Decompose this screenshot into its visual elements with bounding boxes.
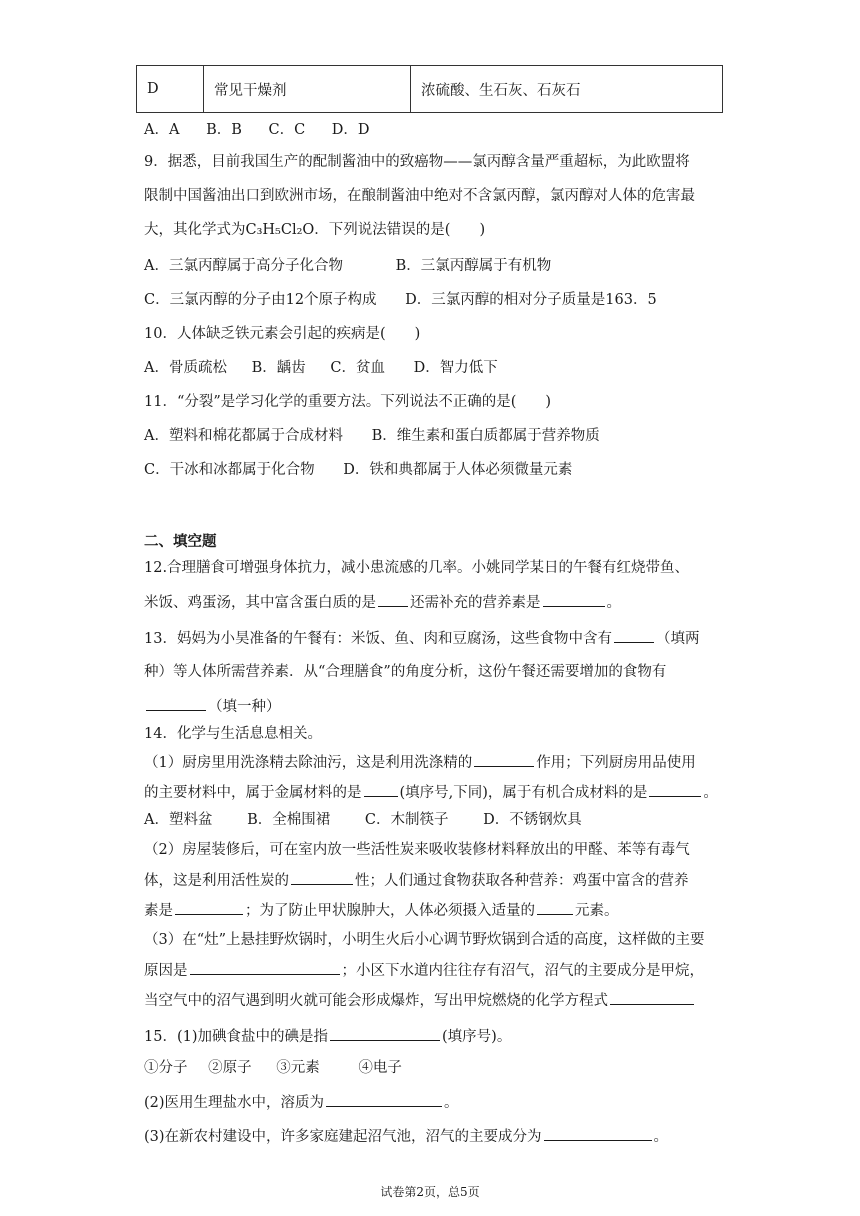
q9-option-a: A．三氯丙醇属于高分子化合物 <box>144 258 343 274</box>
q14-p2-line-2 <box>144 870 689 891</box>
q15-line-2 <box>144 1092 459 1113</box>
option-b: B．B <box>206 122 242 138</box>
table-row <box>137 66 723 113</box>
q13-line-1 <box>144 628 699 649</box>
answer-blank[interactable] <box>175 900 243 915</box>
q15-option-4: ④电子 <box>358 1060 402 1076</box>
answer-blank[interactable] <box>474 752 534 767</box>
q14-text: （1）厨房里用洗涤精去除油污，这是利用洗涤精的 <box>144 755 473 771</box>
q13-line-3 <box>144 696 281 717</box>
q11-option-a: A．塑料和棉花都属于合成材料 <box>144 428 343 444</box>
q14-text: 当空气中的沼气遇到明火就可能会形成爆炸，写出甲烷燃烧的化学方程式 <box>144 993 608 1009</box>
answer-table <box>136 65 723 113</box>
q8-options <box>144 120 370 140</box>
q14-p2-line-1: （2）房屋装修后，可在室内放一些活性炭来吸收装修材料释放出的甲醛、苯等有毒气 <box>144 842 690 858</box>
option-d: D．D <box>331 122 370 138</box>
q14-option-a: A．塑料盆 <box>144 812 213 828</box>
q14-p3-line-3 <box>144 990 696 1011</box>
q9-line-1: 9．据悉，目前我国生产的配制酱油中的致癌物——氯丙醇含量严重超标，为此欧盟将 <box>144 154 690 170</box>
answer-blank[interactable] <box>610 990 694 1005</box>
q14-text: 素是 <box>144 903 173 919</box>
q14-option-c: C．木制筷子 <box>364 812 449 828</box>
q14-text: 的主要材料中，属于金属材料的是 <box>144 785 362 801</box>
q12-line-2 <box>144 592 621 613</box>
q15-line-3 <box>144 1126 668 1147</box>
q15-text: (2)医用生理盐水中，溶质为 <box>144 1095 325 1111</box>
q12-text-b: 还需补充的营养素是 <box>410 595 541 611</box>
q10-option-c: C．贫血 <box>330 360 385 376</box>
q14-p3-line-2 <box>144 960 704 981</box>
q11-options-row-1 <box>144 426 600 446</box>
q9-option-c: C．三氯丙醇的分子由12个原子构成 <box>144 292 377 308</box>
q15-text: (填序号)。 <box>442 1029 512 1045</box>
q15-options <box>144 1058 402 1078</box>
q13-text-c: （填一种） <box>208 699 281 715</box>
q15-text: 。 <box>444 1095 459 1111</box>
q9-option-b: B．三氯丙醇属于有机物 <box>395 258 552 274</box>
q15-line-1 <box>144 1026 511 1047</box>
q13-line-2: 种）等人体所需营养素．从“合理膳食”的角度分析，这份午餐还需要增加的食物有 <box>144 664 667 680</box>
q14-text: 原因是 <box>144 963 188 979</box>
answer-blank[interactable] <box>543 592 605 607</box>
q11-options-row-2 <box>144 460 572 480</box>
q11-option-d: D．铁和典都属于人体必须微量元素 <box>343 462 573 478</box>
q10-option-b: B．龋齿 <box>251 360 306 376</box>
q9-line-3: 大，其化学式为C₃H₅Cl₂O．下列说法错误的是( ) <box>144 222 486 238</box>
q14-options <box>144 810 582 830</box>
q11-option-b: B．维生素和蛋白质都属于营养物质 <box>371 428 600 444</box>
answer-blank[interactable] <box>614 628 654 643</box>
answer-blank[interactable] <box>330 1026 440 1041</box>
q14-text: 体，这是利用活性炭的 <box>144 873 289 889</box>
q9-options-row-2 <box>144 290 657 310</box>
q9-options-row-1 <box>144 256 551 276</box>
q10-options <box>144 358 498 378</box>
option-c: C．C <box>268 122 306 138</box>
q14-text: ；小区下水道内往往存有沼气，沼气的主要成分是甲烷， <box>341 963 704 979</box>
answer-blank[interactable] <box>190 960 340 975</box>
q14-p1-line-1 <box>144 752 696 773</box>
q13-text-b: （填两 <box>655 631 700 647</box>
q15-text: 15．(1)加碘食盐中的碘是指 <box>144 1029 328 1045</box>
q14-text: 。 <box>703 785 718 801</box>
table-cell-label: D <box>137 66 204 113</box>
q13-text-a: 13．妈妈为小昊准备的午餐有：米饭、鱼、肉和豆腐汤，这些食物中含有 <box>144 631 612 647</box>
q10-option-a: A．骨质疏松 <box>144 360 227 376</box>
q14-stem: 14．化学与生活息息相关。 <box>144 726 322 742</box>
q14-text: 作用；下列厨房用品使用 <box>536 755 696 771</box>
q14-p2-line-3 <box>144 900 619 921</box>
table-cell-category: 常见干燥剂 <box>204 66 411 113</box>
answer-blank[interactable] <box>326 1092 442 1107</box>
q14-option-d: D．不锈钢炊具 <box>483 812 582 828</box>
q15-text: (3)在新农村建设中，许多家庭建起沼气池，沼气的主要成分为 <box>144 1129 542 1145</box>
q14-p1-line-2 <box>144 782 718 803</box>
q14-text: 元素。 <box>575 903 619 919</box>
q9-line-2: 限制中国酱油出口到欧洲市场，在酿制酱油中绝对不含氯丙醇，氯丙醇对人体的危害最 <box>144 188 695 204</box>
q10-stem: 10．人体缺乏铁元素会引起的疾病是( ) <box>144 326 421 342</box>
q14-text: 性；人们通过食物获取各种营养：鸡蛋中富含的营养 <box>355 873 689 889</box>
q11-option-c: C．干冰和冰都属于化合物 <box>144 462 315 478</box>
q14-text: (填序号,下同)，属于有机合成材料的是 <box>399 785 648 801</box>
option-a: A．A <box>144 122 180 138</box>
q15-text: 。 <box>653 1129 669 1145</box>
answer-blank[interactable] <box>537 900 573 915</box>
answer-blank[interactable] <box>291 870 353 885</box>
q14-text: ；为了防止甲状腺肿大，人体必须摄入适量的 <box>245 903 535 919</box>
answer-blank[interactable] <box>649 782 701 797</box>
q9-option-d: D．三氯丙醇的相对分子质量是163．5 <box>405 292 657 308</box>
q10-option-d: D．智力低下 <box>413 360 498 376</box>
q15-option-3: ③元素 <box>276 1060 320 1076</box>
q12-line-1: 12.合理膳食可增强身体抗力，减小患流感的几率。小姚同学某日的午餐有红烧带鱼、 <box>144 560 690 576</box>
answer-blank[interactable] <box>146 696 206 711</box>
q12-text-c: 。 <box>606 595 621 611</box>
q15-option-1: ①分子 <box>144 1060 188 1076</box>
q14-p3-line-1: （3）在“灶”上悬挂野炊锅时，小明生火后小心调节野炊锅到合适的高度，这样做的主要 <box>144 932 705 948</box>
q15-option-2: ②原子 <box>208 1060 252 1076</box>
section-heading: 二、填空题 <box>144 534 217 550</box>
page-footer: 试卷第2页，总5页 <box>380 1185 480 1199</box>
answer-blank[interactable] <box>378 592 408 607</box>
answer-blank[interactable] <box>544 1126 652 1141</box>
table-cell-examples: 浓硫酸、生石灰、石灰石 <box>411 66 723 113</box>
q12-text-a: 米饭、鸡蛋汤，其中富含蛋白质的是 <box>144 595 376 611</box>
answer-blank[interactable] <box>364 782 398 797</box>
q14-option-b: B．全棉围裙 <box>247 812 331 828</box>
q11-stem: 11．“分裂”是学习化学的重要方法。下列说法不正确的是( ) <box>144 394 552 410</box>
